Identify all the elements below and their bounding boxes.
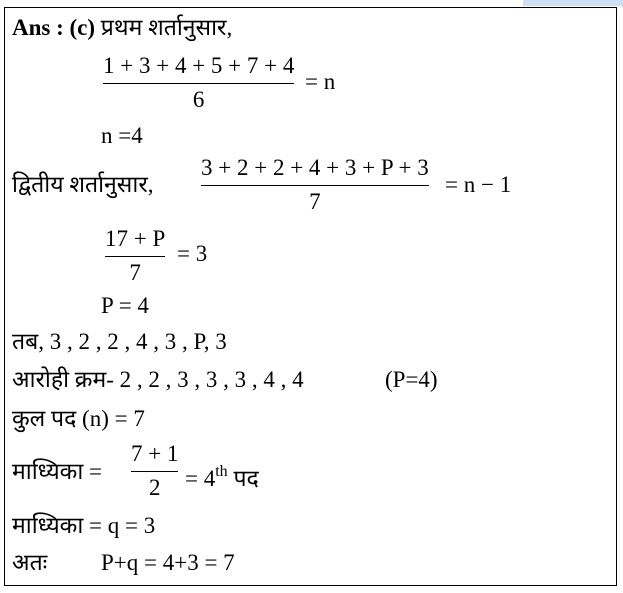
n-value: n =4 — [101, 123, 143, 148]
therefore-label: अतः — [12, 550, 48, 575]
tab-line: तब, 3 , 2 , 2 , 4 , 3 , P, 3 — [12, 329, 227, 354]
fraction-1-denominator: 6 — [192, 87, 205, 113]
fraction-4-rhs-tail: पद — [233, 466, 259, 491]
median-label: माध्यिका = — [12, 459, 102, 484]
answer-label: Ans : (c) — [12, 15, 96, 40]
fraction-1 — [103, 52, 294, 114]
first-condition-label: प्रथम शर्तानुसार, — [100, 15, 233, 40]
fraction-4-numerator: 7 + 1 — [131, 441, 179, 466]
second-condition-label: द्वितीय शर्तानुसार, — [12, 172, 154, 197]
fraction-3-denominator: 7 — [129, 260, 141, 286]
fraction-4 — [131, 440, 178, 502]
median-q: माध्यिका = q = 3 — [12, 513, 156, 538]
ascending-order: आरोही क्रम- 2 , 2 , 3 , 3 , 3 , 4 , 4 — [12, 367, 304, 392]
fraction-4-rhs-base: = 4 — [185, 466, 216, 491]
fraction-2-bar — [201, 185, 429, 186]
fraction-2-rhs: = n − 1 — [445, 172, 512, 197]
total-terms: कुल पद (n) = 7 — [12, 406, 145, 431]
answer-box — [4, 7, 617, 586]
fraction-4-bar — [131, 471, 178, 472]
fraction-3-rhs: = 3 — [177, 241, 208, 266]
fraction-2 — [201, 154, 429, 216]
fraction-3 — [105, 225, 165, 287]
top-accent-bar — [523, 0, 623, 6]
answer-heading — [12, 14, 232, 42]
fraction-3-numerator: 17 + P — [105, 226, 166, 251]
p-note: (P=4) — [385, 367, 438, 392]
fraction-1-numerator: 1 + 3 + 4 + 5 + 7 + 4 — [103, 53, 295, 78]
fraction-2-denominator: 7 — [309, 189, 321, 215]
fraction-1-bar — [103, 83, 294, 84]
final-result: P+q = 4+3 = 7 — [101, 550, 235, 575]
fraction-1-rhs: = n — [305, 69, 336, 94]
fraction-3-bar — [105, 256, 165, 257]
fraction-4-rhs — [185, 458, 259, 493]
fraction-4-denominator: 2 — [148, 475, 161, 501]
p-value: P = 4 — [101, 293, 149, 318]
fraction-2-numerator: 3 + 2 + 2 + 4 + 3 + P + 3 — [201, 155, 429, 180]
ordinal-suffix: th — [215, 463, 228, 480]
